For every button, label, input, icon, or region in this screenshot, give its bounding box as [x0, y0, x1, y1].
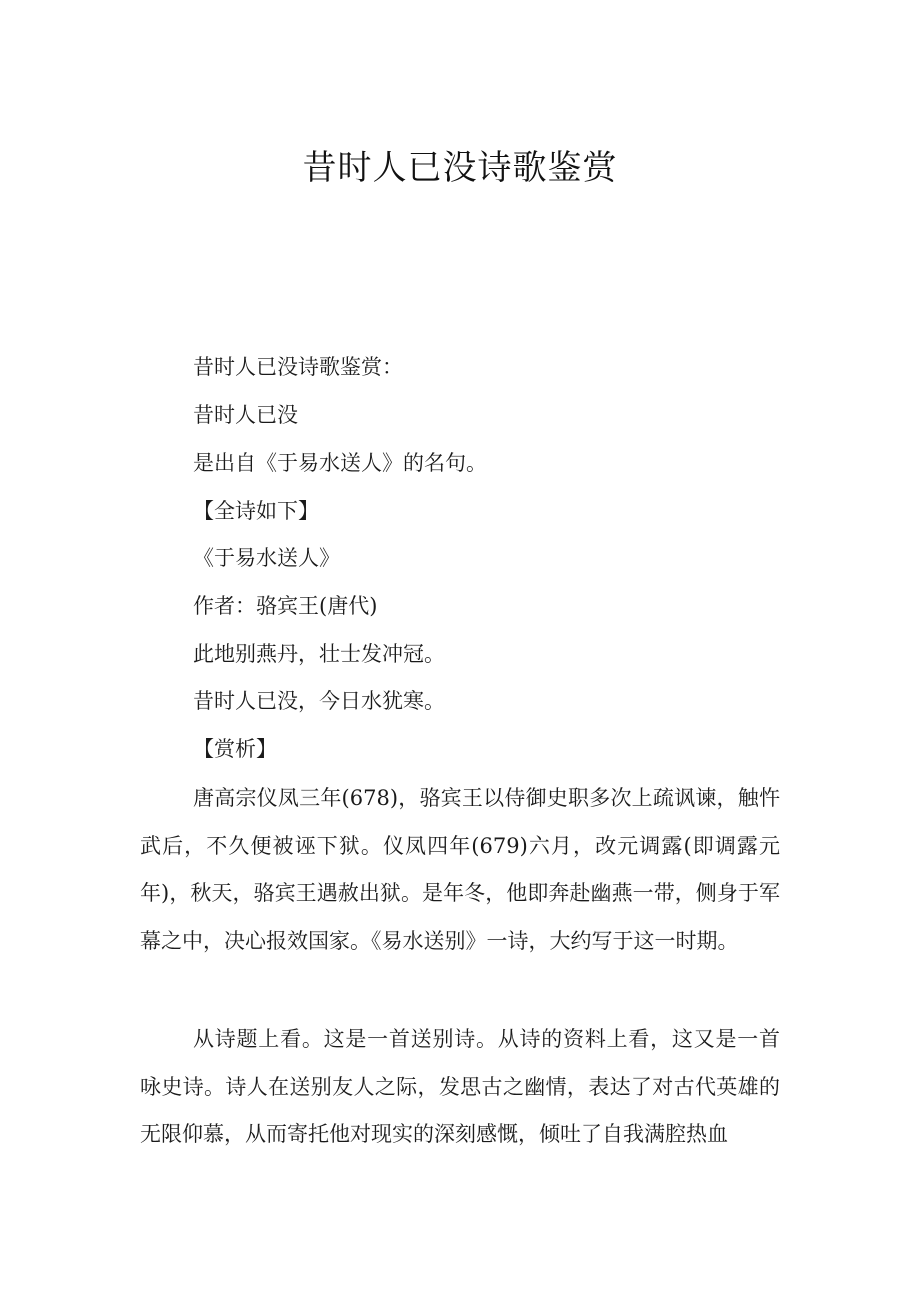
poem-verse-1: 此地别燕丹，壮士发冲冠。 — [193, 642, 445, 666]
document-title: 昔时人已没诗歌鉴赏 — [302, 148, 618, 188]
quote-line: 昔时人已没 — [193, 403, 298, 427]
full-poem-heading: 【全诗如下】 — [193, 499, 319, 523]
appreciation-heading: 【赏析】 — [193, 737, 277, 761]
source-line: 是出自《于易水送人》的名句。 — [193, 451, 487, 475]
poem-verse-2: 昔时人已没，今日水犹寒。 — [193, 689, 445, 713]
poem-author: 作者：骆宾王(唐代) — [193, 594, 378, 618]
body-paragraph-1: 唐高宗仪凤三年(678)，骆宾王以侍御史职多次上疏讽谏，触忤武后，不久便被诬下狱。仪凤四年(679)六月，改元调露(即调露元年)，秋天，骆宾王遇赦出狱。是年冬，他即奔赴幽燕一带，侧身于军幕之中，决心报效国家。《易水送别》一诗，大约写于这一时期。 — [140, 786, 780, 953]
body-paragraph-2: 从诗题上看。这是一首送别诗。从诗的资料上看，这又是一首咏史诗。诗人在送别友人之际，发思古之幽情，表达了对古代英雄的无限仰慕，从而寄托他对现实的深刻感慨，倾吐了自我满腔热血 — [140, 1027, 780, 1146]
poem-title: 《于易水送人》 — [193, 546, 340, 570]
intro-line: 昔时人已没诗歌鉴赏： — [193, 355, 403, 379]
